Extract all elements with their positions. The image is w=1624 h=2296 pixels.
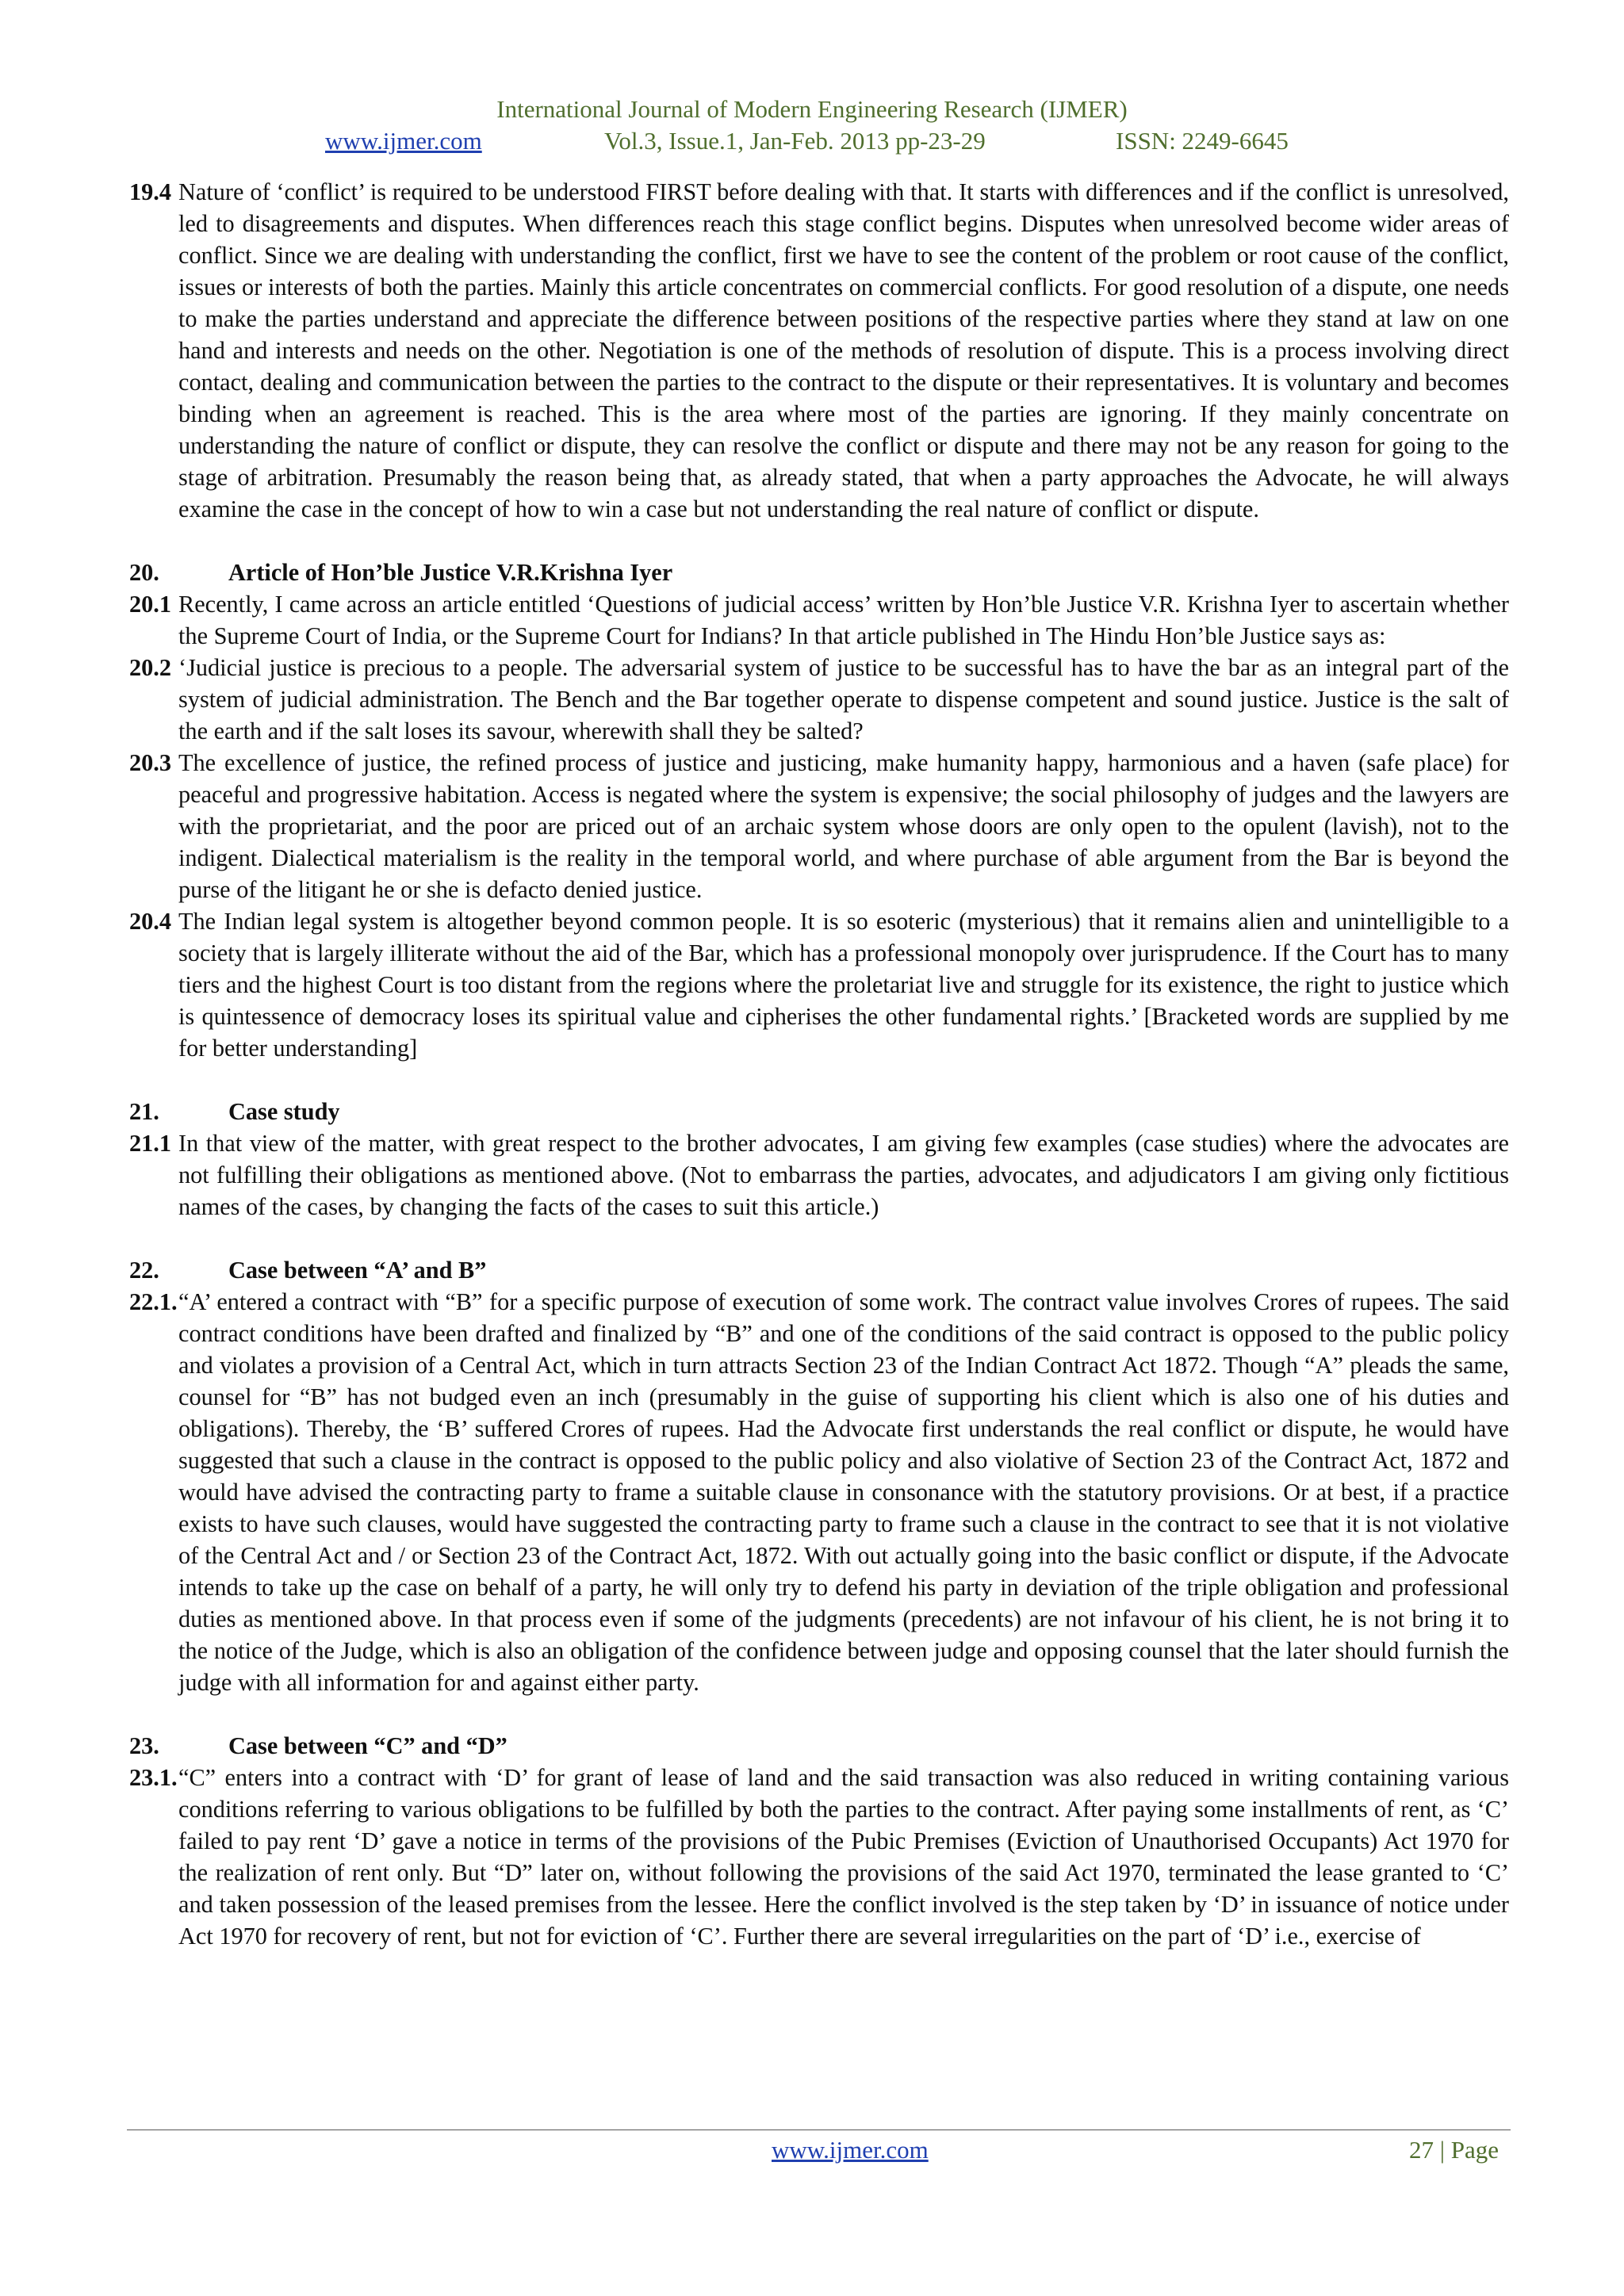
volume-info: Vol.3, Issue.1, Jan-Feb. 2013 pp-23-29 <box>604 127 986 155</box>
section-number: 22. <box>129 1257 159 1284</box>
paragraph-number: 20.1 <box>129 591 172 618</box>
footer-url-link[interactable]: www.ijmer.com <box>772 2136 929 2164</box>
header-url-link[interactable]: www.ijmer.com <box>325 127 482 155</box>
page-number: 27 | Page <box>1409 2136 1499 2164</box>
paragraph-number: 20.3 <box>129 749 172 776</box>
paragraph-text: Nature of ‘conflict’ is required to be understood FIRST before dealing with that. It starts with differences and if the conflict is unresolved, led to disagreements and disputes. When differences reach this stage conflict begins. Disputes when unresolved become wider areas of conflict. Since we are dealing with understanding the conflict, first we have to see the content of the problem or root cause of the conflict, issues or interests of both the parties. Mainly this article concentrates on commercial conflicts. For good resolution of a dispute, one needs to make the parties understand and appreciate the difference between positions of the respective parties where they stand at law on one hand and interests and needs on the other. Negotiation is one of the methods of resolution of dispute. This is a process involving direct contact, dealing and communication between the parties to the contract to the dispute or their representatives. It is voluntary and becomes binding when an agreement is reached. This is the area where most of the parties are ignoring. If they mainly concentrate on understanding the nature of conflict or dispute, they can resolve the conflict or dispute and there may not be any reason for going to the stage of arbitration. Presumably the reason being that, as already stated, that when a party approaches the Advocate, he will always examine the case in the concept of how to win a case but not understanding the real nature of conflict or dispute. <box>178 178 1509 522</box>
paragraph-20-4 <box>129 905 1509 1064</box>
paragraph-text: The Indian legal system is altogether beyond common people. It is so esoteric (mysterious) that it remains alien and unintelligible to a society that is largely illiterate without the aid of the Bar, which has a professional monopoly over jurisprudence. If the Court has to many tiers and the highest Court is too distant from the regions where the proletariat live and struggle for its existence, the right to justice which is quintessence of democracy loses its spiritual value and cipherises the other fundamental rights.’ [Bracketed words are supplied by me for better understanding] <box>178 908 1509 1062</box>
section-heading-22 <box>129 1254 1509 1286</box>
section-number: 23. <box>129 1732 159 1759</box>
section-heading-21 <box>129 1096 1509 1127</box>
section-heading-20 <box>129 557 1509 588</box>
paragraph-20-2 <box>129 652 1509 747</box>
section-title: Article of Hon’ble Justice V.R.Krishna Iyer <box>228 559 673 586</box>
paragraph-23-1 <box>129 1762 1509 1952</box>
page-header <box>0 94 1624 157</box>
paragraph-number: 20.4 <box>129 908 172 935</box>
paragraph-text: In that view of the matter, with great respect to the brother advocates, I am giving few examples (case studies) where the advocates are not fulfilling their obligations as mentioned above. (Not to embarrass the parties, advocates, and adjudicators I am giving only fictitious names of the cases, by changing the facts of the cases to suit this article.) <box>178 1130 1509 1220</box>
paragraph-21-1 <box>129 1127 1509 1223</box>
article-body <box>129 176 1509 1952</box>
paragraph-number: 22.1. <box>129 1288 178 1315</box>
paragraph-number: 20.2 <box>129 654 172 681</box>
paragraph-text: Recently, I came across an article entitled ‘Questions of judicial access’ written by Hon’ble Justice V.R. Krishna Iyer to ascertain whether the Supreme Court of India, or the Supreme Court for Indians? In that article published in The Hindu Hon’ble Justice says as: <box>178 591 1509 649</box>
section-title: Case between “A’ and B” <box>228 1257 487 1284</box>
paragraph-text: “A’ entered a contract with “B” for a specific purpose of execution of some work. The contract value involves Crores of rupees. The said contract conditions have been drafted and finalized by “B” and one of the conditions of the said contract is opposed to the public policy and violates a provision of a Central Act, which in turn attracts Section 23 of the Indian Contract Act 1872. Though “A” pleads the same, counsel for “B” has not budged even an inch (presumably in the guise of supporting his client which is also one of his duties and obligations). Thereby, the ‘B’ suffered Crores of rupees. Had the Advocate first understands the real conflict or dispute, he would have suggested that such a clause in the contract is opposed to the public policy and also violative of Section 23 of the Contract Act, 1872 and would have advised the contracting party to frame a suitable clause in consonance with the statutory provisions. Or at best, if a practice exists to have such clauses, would have suggested the contracting party to frame such a clause in the contract to see that it is not violative of the Central Act and / or Section 23 of the Contract Act, 1872. With out actually going into the basic conflict or dispute, if the Advocate intends to take up the case on behalf of a party, he will only try to defend his party in deviation of the triple obligation and professional duties as mentioned above. In that process even if some of the judgments (precedents) are not infavour of his client, he is not bring it to the notice of the Judge, which is also an obligation of the confidence between judge and opposing counsel that the later should furnish the judge with all information for and against either party. <box>178 1288 1509 1696</box>
header-meta-row <box>0 125 1624 157</box>
paragraph-20-1 <box>129 588 1509 652</box>
paragraph-22-1 <box>129 1286 1509 1698</box>
section-heading-23 <box>129 1730 1509 1762</box>
section-title: Case study <box>228 1098 340 1125</box>
section-title: Case between “C” and “D” <box>228 1732 508 1759</box>
paragraph-number: 21.1 <box>129 1130 172 1157</box>
issn-info: ISSN: 2249-6645 <box>1116 127 1289 155</box>
paragraph-20-3 <box>129 747 1509 905</box>
paragraph-text: “C” enters into a contract with ‘D’ for grant of lease of land and the said transaction was also reduced in writing containing various conditions referring to various obligations to be fulfilled by both the parties to the contract. After paying some installments of rent, as ‘C’ failed to pay rent ‘D’ gave a notice in terms of the provisions of the Pubic Premises (Eviction of Unauthorised Occupants) Act 1970 for the realization of rent only. But “D” later on, without following the provisions of the said Act 1970, terminated the lease granted to ‘C’ and taken possession of the leased premises from the lessee. Here the conflict involved is the step taken by ‘D’ in issuance of notice under Act 1970 for recovery of rent, but not for eviction of ‘C’. Further there are several irregularities on the part of ‘D’ i.e., exercise of <box>178 1764 1509 1950</box>
paragraph-number: 19.4 <box>129 178 172 205</box>
section-number: 21. <box>129 1098 159 1125</box>
paragraph-number: 23.1. <box>129 1764 178 1791</box>
paragraph-19-4 <box>129 176 1509 525</box>
paragraph-text: ‘Judicial justice is precious to a people. The adversarial system of justice to be successful has to have the bar as an integral part of the system of judicial administration. The Bench and the Bar together operate to dispense competent and sound justice. Justice is the salt of the earth and if the salt loses its savour, wherewith shall they be salted? <box>178 654 1509 744</box>
paragraph-text: The excellence of justice, the refined process of justice and justicing, make humanity happy, harmonious and a haven (safe place) for peaceful and progressive habitation. Access is negated where the system is expensive; the social philosophy of judges and the lawyers are with the proprietariat, and the poor are priced out of an archaic system whose doors are only open to the opulent (lavish), not to the indigent. Dialectical materialism is the reality in the temporal world, and where purchase of able argument from the Bar is beyond the purse of the litigant he or she is defacto denied justice. <box>178 749 1509 903</box>
journal-title: International Journal of Modern Engineering Research (IJMER) <box>496 95 1128 123</box>
section-number: 20. <box>129 559 159 586</box>
